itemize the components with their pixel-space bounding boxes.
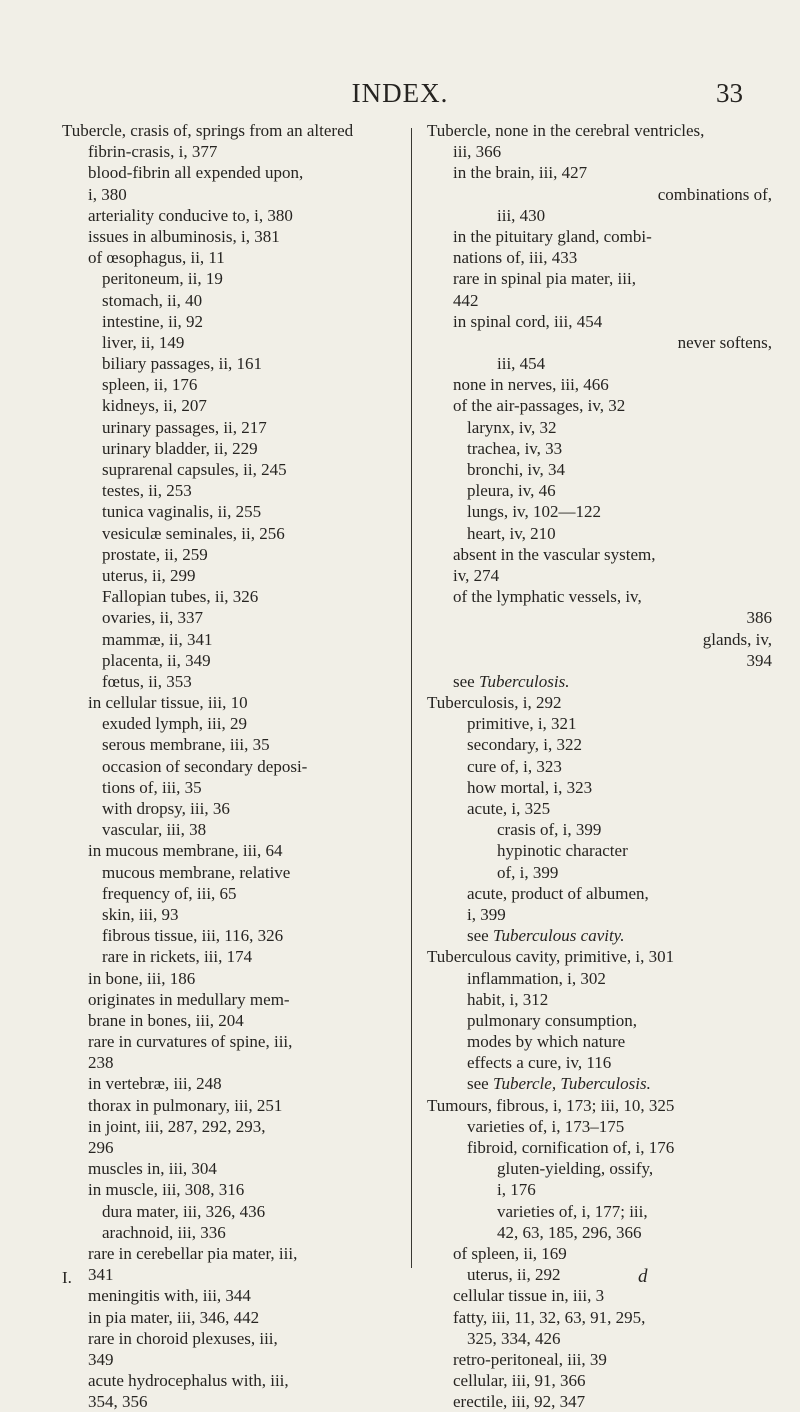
index-line: thorax in pulmonary, iii, 251 (88, 1095, 283, 1115)
index-line: see Tubercle, Tuberculosis. (467, 1074, 651, 1094)
index-line: ovaries, ii, 337 (102, 608, 204, 628)
index-line: i, 399 (467, 904, 506, 924)
index-line: serous membrane, iii, 35 (102, 735, 270, 755)
index-line: acute hydrocephalus with, iii, (88, 1371, 289, 1391)
index-line: bronchi, iv, 34 (467, 460, 566, 479)
index-line: mammæ, ii, 341 (102, 629, 213, 649)
index-line: of spleen, ii, 169 (453, 1243, 567, 1263)
index-line: in the brain, iii, 427 (453, 163, 588, 183)
index-line: in muscle, iii, 308, 316 (88, 1180, 245, 1200)
index-line: Tubercle, none in the cerebral ventricles, (427, 121, 705, 140)
index-line: in pia mater, iii, 346, 442 (88, 1307, 260, 1327)
index-line: in cellular tissue, iii, 10 (88, 693, 248, 713)
index-line: arteriality conducive to, i, 380 (88, 205, 293, 225)
index-line: varieties of, i, 177; iii, (497, 1201, 648, 1221)
index-line: iv, 274 (453, 565, 500, 585)
index-line: none in nerves, iii, 466 (453, 375, 609, 395)
index-line: 238 (88, 1053, 114, 1073)
index-column-left (62, 120, 399, 1412)
index-line: 42, 63, 185, 296, 366 (497, 1222, 642, 1242)
index-line: habit, i, 312 (467, 989, 549, 1009)
index-line: see Tuberculosis. (453, 671, 570, 691)
index-line: issues in albuminosis, i, 381 (88, 226, 280, 246)
index-line: gluten-yielding, ossify, (497, 1159, 654, 1179)
index-line: secondary, i, 322 (467, 735, 583, 755)
catchword: d (638, 1266, 648, 1287)
index-line: retro-peritoneal, iii, 39 (453, 1349, 607, 1369)
index-line: trachea, iv, 33 (467, 438, 563, 458)
index-column-right (427, 120, 772, 1412)
index-line: cellular tissue in, iii, 3 (453, 1286, 605, 1306)
index-line: Tuberculous cavity, primitive, i, 301 (427, 947, 675, 967)
index-line: rare in rickets, iii, 174 (102, 947, 253, 967)
index-line: i, 176 (497, 1180, 536, 1200)
index-line: crasis of, i, 399 (497, 820, 602, 840)
index-line: of, i, 399 (497, 862, 559, 882)
index-line: heart, iv, 210 (467, 523, 556, 543)
index-line: in spinal cord, iii, 454 (453, 311, 603, 331)
index-line: how mortal, i, 323 (467, 777, 593, 797)
index-line: rare in spinal pia mater, iii, (453, 269, 636, 289)
index-line: tunica vaginalis, ii, 255 (102, 502, 262, 522)
index-line: primitive, i, 321 (467, 714, 577, 734)
index-line: acute, i, 325 (467, 799, 551, 818)
index-line: lungs, iv, 102—122 (467, 502, 601, 522)
index-line: in the pituitary gland, combi- (453, 226, 652, 246)
index-line: muscles in, iii, 304 (88, 1159, 217, 1179)
index-line: mucous membrane, relative (102, 862, 291, 882)
index-line: pleura, iv, 46 (467, 481, 556, 501)
index-line: kidneys, ii, 207 (102, 396, 207, 416)
index-line: hypinotic character (497, 841, 628, 861)
index-line: placenta, ii, 349 (102, 650, 211, 670)
index-line: in bone, iii, 186 (88, 968, 196, 988)
index-line: originates in medullary mem- (88, 989, 290, 1009)
index-line: rare in curvatures of spine, iii, (88, 1032, 293, 1052)
index-line: inflammation, i, 302 (467, 968, 606, 988)
signature-mark: I. (62, 1268, 72, 1287)
index-line: exuded lymph, iii, 29 (102, 714, 247, 734)
index-line: 386 (746, 608, 772, 628)
index-line: 325, 334, 426 (467, 1328, 561, 1348)
index-line: suprarenal capsules, ii, 245 (102, 460, 287, 479)
index-line: uterus, ii, 292 (467, 1265, 561, 1285)
index-line: iii, 366 (453, 142, 502, 162)
index-line: tions of, iii, 35 (102, 777, 202, 797)
index-line: fibrous tissue, iii, 116, 326 (102, 926, 284, 946)
page-title: INDEX. (351, 78, 449, 108)
index-line: Fallopian tubes, ii, 326 (102, 587, 259, 607)
index-line: 296 (88, 1138, 114, 1157)
index-line: in vertebræ, iii, 248 (88, 1074, 222, 1094)
index-line: vascular, iii, 38 (102, 820, 207, 840)
index-line: fœtus, ii, 353 (102, 671, 192, 691)
index-line: 394 (746, 650, 772, 670)
index-line: varieties of, i, 173–175 (467, 1116, 625, 1136)
index-line: Tubercle, crasis of, springs from an altered (62, 121, 354, 140)
index-line: urinary bladder, ii, 229 (102, 438, 258, 458)
index-line: prostate, ii, 259 (102, 544, 208, 564)
index-line: liver, ii, 149 (102, 332, 185, 352)
index-line: 349 (88, 1349, 114, 1369)
index-line: cellular, iii, 91, 366 (453, 1371, 586, 1391)
index-line: in mucous membrane, iii, 64 (88, 841, 283, 861)
index-line: cure of, i, 323 (467, 756, 562, 776)
index-line: iii, 454 (497, 354, 546, 374)
index-line: vesiculæ seminales, ii, 256 (102, 523, 285, 543)
column-divider (411, 128, 412, 1268)
index-line: skin, iii, 93 (102, 904, 179, 924)
index-line: biliary passages, ii, 161 (102, 354, 263, 374)
index-line: peritoneum, ii, 19 (102, 269, 223, 289)
index-line: uterus, ii, 299 (102, 565, 196, 585)
index-line: intestine, ii, 92 (102, 311, 204, 331)
index-line: fibroid, cornification of, i, 176 (467, 1138, 675, 1157)
index-line: never softens, (677, 332, 772, 352)
index-line: rare in cerebellar pia mater, iii, (88, 1243, 298, 1263)
index-line: meningitis with, iii, 344 (88, 1286, 251, 1306)
page-number: 33 (716, 78, 743, 108)
index-line: of the lymphatic vessels, iv, (453, 587, 642, 607)
index-line: larynx, iv, 32 (467, 417, 557, 437)
index-line: brane in bones, iii, 204 (88, 1010, 244, 1030)
index-line: Tumours, fibrous, i, 173; iii, 10, 325 (427, 1095, 675, 1115)
index-line: nations of, iii, 433 (453, 248, 578, 268)
index-line: iii, 430 (497, 205, 546, 225)
index-line: testes, ii, 253 (102, 481, 192, 501)
index-line: i, 380 (88, 184, 127, 204)
index-line: 354, 356 (88, 1392, 148, 1412)
index-line: of the air-passages, iv, 32 (453, 396, 626, 416)
index-line: spleen, ii, 176 (102, 375, 198, 395)
index-line: pulmonary consumption, (467, 1010, 637, 1030)
index-line: fatty, iii, 11, 32, 63, 91, 295, (453, 1307, 646, 1327)
index-line: stomach, ii, 40 (102, 290, 203, 310)
index-line: 442 (453, 290, 479, 310)
index-line: 341 (88, 1265, 114, 1285)
index-line: rare in choroid plexuses, iii, (88, 1328, 278, 1348)
index-line: acute, product of albumen, (467, 883, 649, 903)
index-line: dura mater, iii, 326, 436 (102, 1201, 266, 1221)
page-header (0, 78, 800, 118)
index-line: urinary passages, ii, 217 (102, 417, 267, 437)
index-line: combinations of, (657, 184, 772, 204)
index-line: modes by which nature (467, 1032, 626, 1052)
index-line: erectile, iii, 92, 347 (453, 1392, 586, 1412)
index-line: in joint, iii, 287, 292, 293, (88, 1116, 266, 1136)
index-line: glands, iv, (702, 629, 772, 649)
index-line: see Tuberculous cavity. (467, 926, 625, 946)
index-line: fibrin-crasis, i, 377 (88, 142, 218, 162)
index-line: blood-fibrin all expended upon, (88, 163, 304, 183)
index-line: arachnoid, iii, 336 (102, 1222, 226, 1242)
index-line: Tuberculosis, i, 292 (427, 693, 562, 713)
index-line: with dropsy, iii, 36 (102, 799, 230, 818)
index-line: absent in the vascular system, (453, 544, 656, 564)
index-line: of œsophagus, ii, 11 (88, 248, 225, 268)
index-line: frequency of, iii, 65 (102, 883, 237, 903)
index-line: occasion of secondary deposi- (102, 756, 308, 776)
index-line: effects a cure, iv, 116 (467, 1053, 612, 1073)
